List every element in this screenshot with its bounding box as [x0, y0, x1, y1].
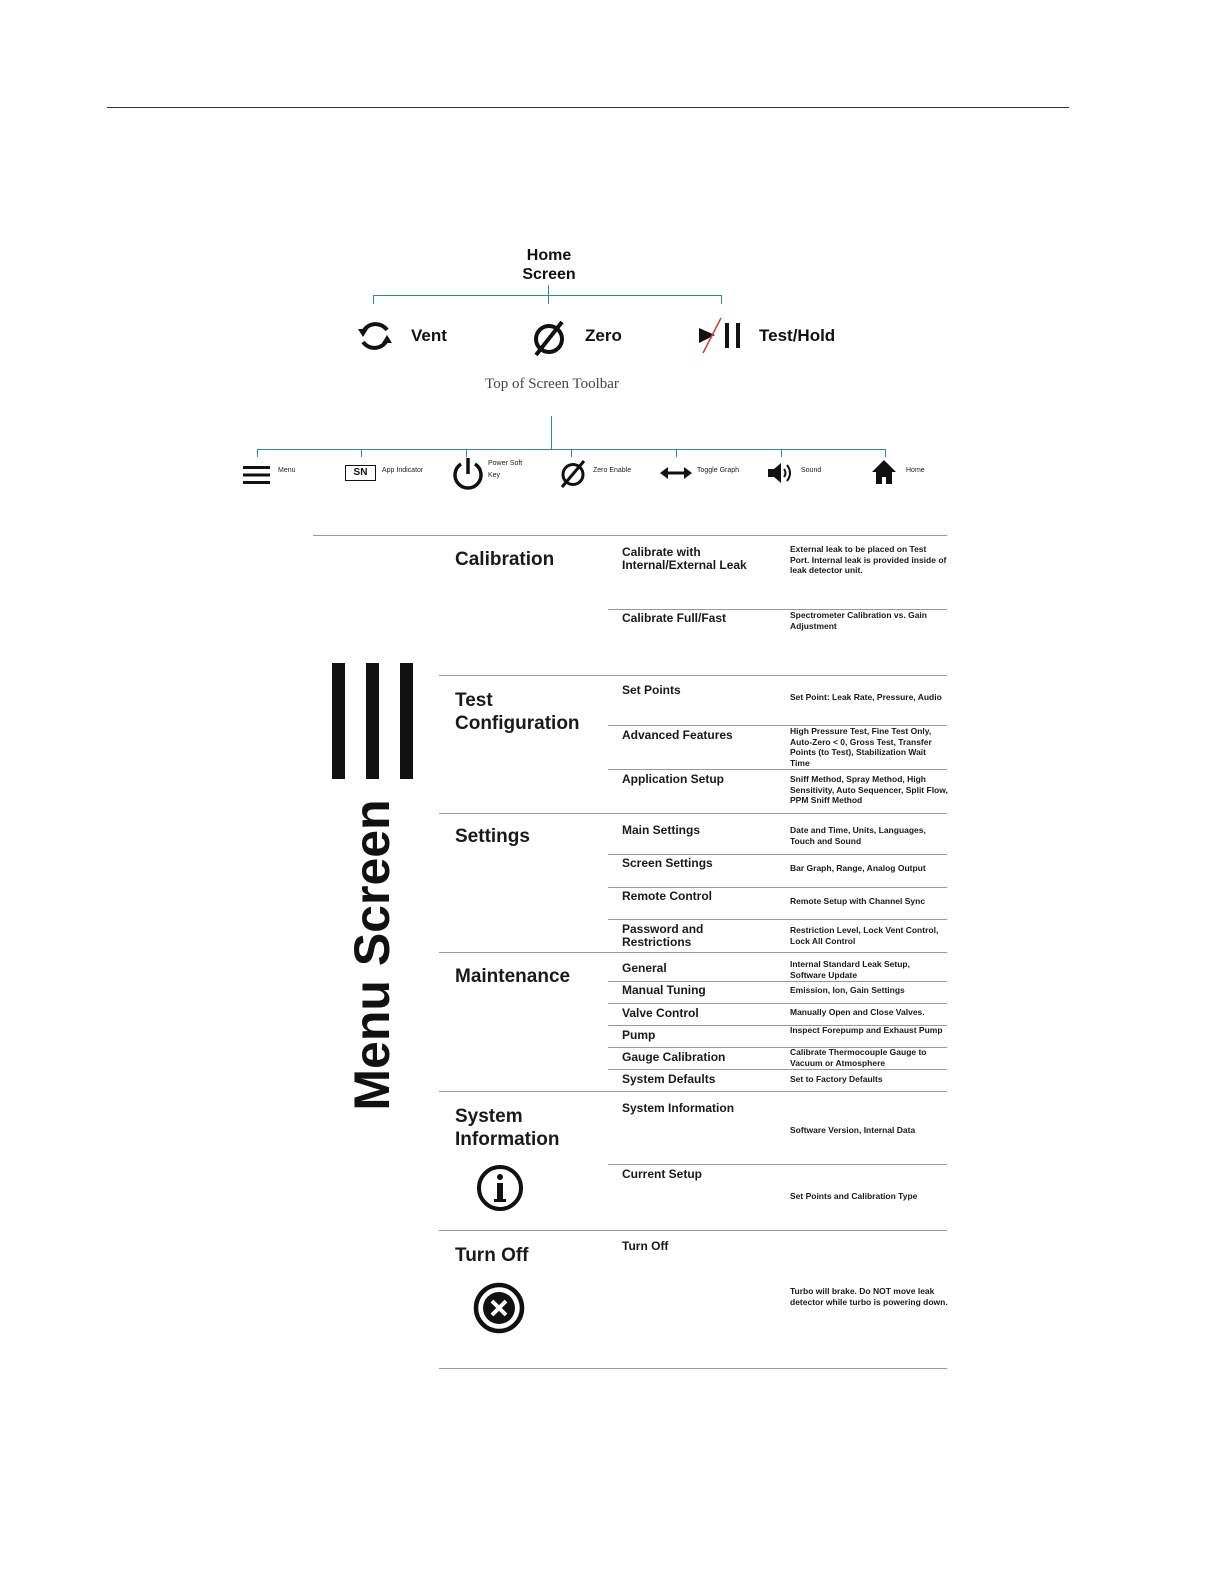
category-name-line2: Information	[455, 1129, 560, 1150]
zero-icon[interactable]	[529, 318, 569, 358]
menu-item-desc: Set Point: Leak Rate, Pressure, Audio	[790, 692, 942, 702]
zero-label: Zero	[585, 326, 622, 345]
menu-item[interactable]: Calibrate Full/Fast	[622, 611, 727, 625]
menu-item[interactable]: Remote Control	[622, 889, 712, 903]
menu-item[interactable]: Advanced Features	[622, 728, 733, 742]
menu-item-desc: Set Points and Calibration Type	[790, 1191, 918, 1201]
category-name-line1: Test	[455, 690, 493, 711]
menu-item[interactable]: Turn Off	[622, 1239, 669, 1253]
tree-connector	[885, 449, 886, 457]
home-label: Home	[906, 467, 925, 474]
test-hold-label: Test/Hold	[759, 326, 836, 345]
menu-item-desc: Spectrometer Calibration vs. Gain Adjustment	[790, 610, 927, 631]
menu-item[interactable]: General	[622, 961, 667, 975]
menu-item-desc: Set to Factory Defaults	[790, 1074, 883, 1084]
menu-item-desc: Sniff Method, Spray Method, High Sensitivity, Auto Sequencer, Split Flow, PPM Sniff Method	[790, 774, 948, 805]
tree-connector	[571, 449, 572, 457]
power-soft-key-label	[488, 458, 522, 482]
menu-item[interactable]: Gauge Calibration	[622, 1050, 726, 1064]
menu-item[interactable]: Manual Tuning	[622, 983, 706, 997]
section-divider	[439, 952, 947, 953]
category-name-line1: System	[455, 1106, 523, 1127]
menu-item-desc: Software Version, Internal Data	[790, 1125, 916, 1135]
power-label-line1: Power Soft	[488, 460, 523, 467]
speaker-icon[interactable]	[767, 461, 793, 485]
menu-item[interactable]: Calibrate with Internal/External Leak	[622, 545, 747, 572]
zero-icon[interactable]	[558, 459, 588, 489]
toggle-graph-label: Toggle Graph	[697, 467, 740, 474]
menu-item-desc: Inspect Forepump and Exhaust Pump	[790, 1025, 943, 1035]
tree-connector	[361, 449, 362, 457]
row-divider	[608, 1069, 947, 1070]
tree-connector	[548, 285, 549, 295]
menu-item-desc: Bar Graph, Range, Analog Output	[790, 863, 926, 873]
menu-bar-icon	[400, 663, 413, 779]
menu-item[interactable]: System Defaults	[622, 1072, 716, 1086]
section-divider	[313, 535, 947, 536]
tree-connector	[781, 449, 782, 457]
zero-enable-label: Zero Enable	[593, 467, 632, 474]
category-test-configuration[interactable]	[455, 689, 580, 735]
home-title-line1: Home	[526, 247, 572, 264]
row-divider	[608, 887, 947, 888]
section-divider	[439, 1091, 947, 1092]
menu-item-desc: Turbo will brake. Do NOT move leak detector while turbo is powering down.	[790, 1286, 948, 1307]
power-label-line2: Key	[488, 472, 501, 479]
menu-item-desc: Manually Open and Close Valves.	[790, 1007, 925, 1017]
menu-item-desc: Date and Time, Units, Languages, Touch and Sound	[790, 825, 926, 846]
row-divider	[608, 769, 947, 770]
menu-item[interactable]: Valve Control	[622, 1006, 699, 1020]
menu-item-desc: Remote Setup with Channel Sync	[790, 896, 926, 906]
menu-item[interactable]: Current Setup	[622, 1167, 703, 1181]
tree-connector	[548, 295, 549, 304]
play-pause-icon[interactable]	[697, 315, 745, 355]
menu-item-desc: High Pressure Test, Fine Test Only, Auto-Zero < 0, Gross Test, Transfer Points (to Test), Stabilization Wait Time	[790, 726, 932, 768]
menu-item-desc: Restriction Level, Lock Vent Control, Lock All Control	[790, 925, 939, 946]
row-divider	[608, 1003, 947, 1004]
section-divider	[439, 675, 947, 676]
double-arrow-icon[interactable]	[660, 466, 692, 480]
app-indicator-label: App Indicator	[382, 467, 424, 474]
close-circle-icon[interactable]	[472, 1281, 526, 1335]
sound-label: Sound	[801, 467, 822, 474]
home-icon[interactable]	[871, 459, 897, 485]
top-rule	[107, 107, 1069, 108]
power-icon[interactable]	[451, 456, 485, 492]
menu-item[interactable]: Screen Settings	[622, 856, 713, 870]
menu-item[interactable]: Application Setup	[622, 772, 724, 786]
category-turn-off[interactable]: Turn Off	[455, 1245, 529, 1266]
category-settings[interactable]: Settings	[455, 826, 530, 847]
info-icon[interactable]	[476, 1164, 524, 1212]
category-maintenance[interactable]: Maintenance	[455, 966, 571, 987]
row-divider	[608, 919, 947, 920]
section-divider	[439, 1230, 947, 1231]
tree-connector	[257, 449, 258, 457]
category-system-information[interactable]	[455, 1105, 560, 1151]
menu-item-desc: Emission, Ion, Gain Settings	[790, 985, 905, 995]
menu-icon[interactable]	[243, 464, 270, 486]
tree-connector	[676, 449, 677, 457]
tree-connector	[721, 295, 722, 304]
toolbar-caption: Top of Screen Toolbar	[485, 376, 619, 392]
section-divider	[439, 1368, 947, 1369]
vent-label: Vent	[411, 326, 447, 345]
refresh-icon[interactable]	[355, 316, 395, 356]
menu-item-desc: External leak to be placed on Test Port. Internal leak is provided inside of leak detector unit.	[790, 544, 947, 575]
tree-connector	[373, 295, 374, 304]
home-screen-title	[499, 246, 599, 284]
category-name-line2: Configuration	[455, 713, 580, 734]
menu-item-desc: Calibrate Thermocouple Gauge to Vacuum or Atmosphere	[790, 1047, 927, 1068]
tree-connector	[551, 416, 552, 449]
menu-item[interactable]: Pump	[622, 1028, 656, 1042]
section-divider	[439, 813, 947, 814]
menu-label: Menu	[278, 467, 296, 474]
menu-bar-icon	[332, 663, 345, 779]
row-divider	[608, 1164, 947, 1165]
sn-badge-icon[interactable]: SN	[345, 465, 376, 481]
row-divider	[608, 854, 947, 855]
menu-item[interactable]: System Information	[622, 1101, 735, 1115]
row-divider	[608, 981, 947, 982]
menu-item[interactable]: Password and Restrictions	[622, 922, 704, 949]
menu-item[interactable]: Set Points	[622, 683, 681, 697]
menu-screen-title: Menu Screen	[344, 799, 400, 1111]
home-title-line2: Screen	[522, 266, 576, 283]
menu-item-desc: Internal Standard Leak Setup, Software Update	[790, 959, 910, 980]
menu-item[interactable]: Main Settings	[622, 823, 701, 837]
menu-bar-icon	[366, 663, 379, 779]
category-calibration[interactable]: Calibration	[455, 549, 555, 570]
